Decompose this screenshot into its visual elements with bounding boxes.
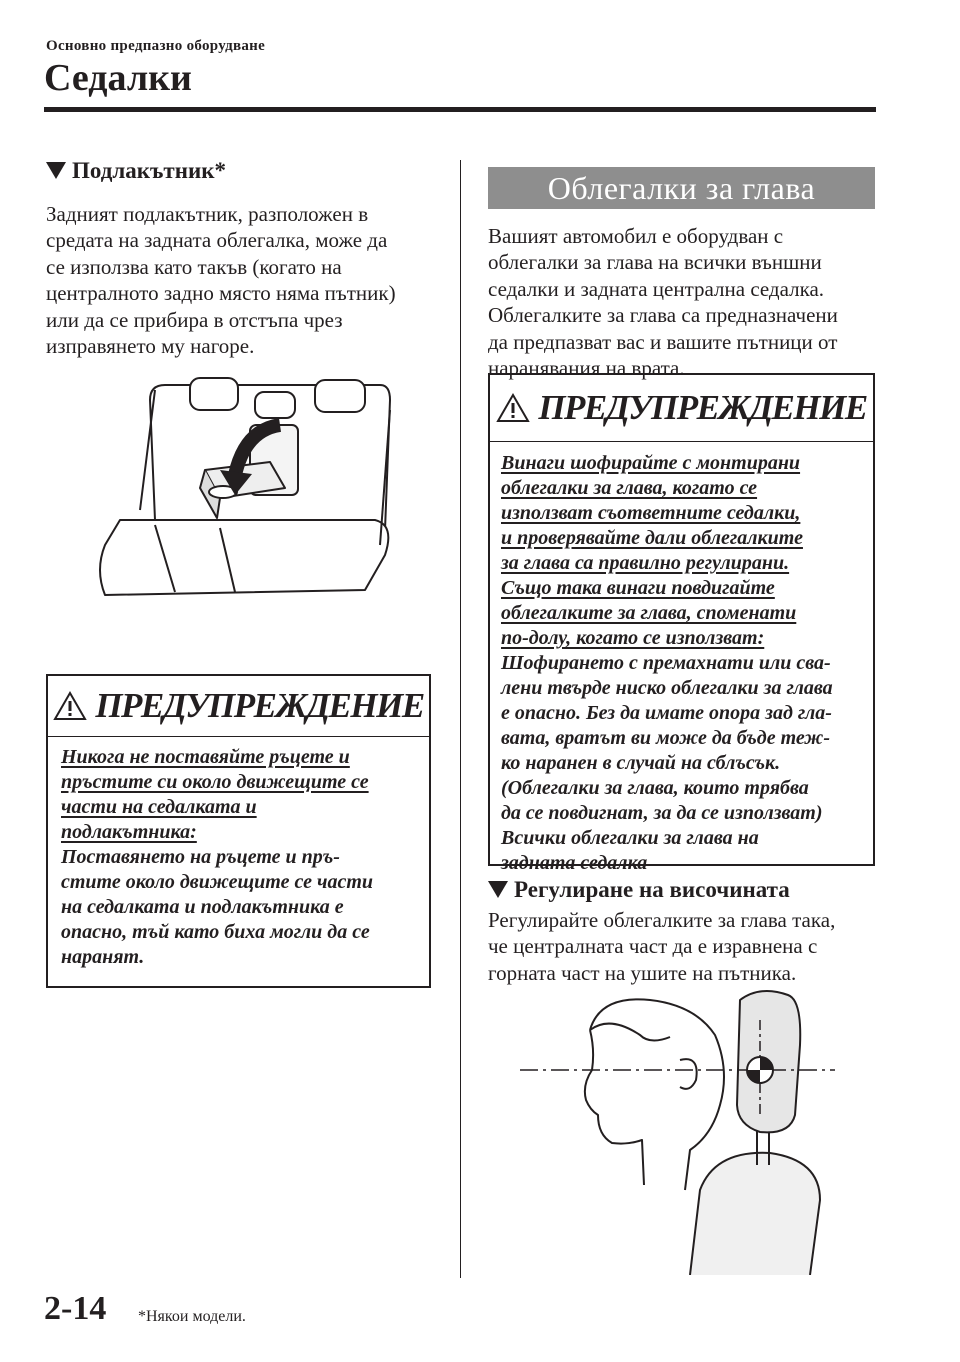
warning-header xyxy=(490,375,873,442)
headrest-height-illustration xyxy=(520,975,850,1275)
armrest-heading xyxy=(46,157,226,185)
rear-seat-armrest-illustration xyxy=(95,370,405,610)
height-heading xyxy=(488,876,790,904)
triangle-bullet-icon xyxy=(488,881,508,898)
warning-title: ПРЕДУПРЕЖДЕНИЕ xyxy=(538,388,867,427)
warning-underlined-text: Винаги шофирайте с монтирани облегалки за глава, когато се използват съответните седалки, и проверявайте дали облегалките за глава са правилно регулирани. Също така винаги повдигайте облегалките за глава, споменати по-долу, когато се използват: xyxy=(501,452,803,649)
warning-body xyxy=(48,737,429,970)
column-divider xyxy=(460,160,461,1278)
footnote: *Някои модели. xyxy=(138,1308,246,1325)
headrest-intro: Вашият автомобил е оборудван с облегалки за глава на всички външни седалки и задната централна седалка. Облегалките за глава са предназначени да предпазват вас и вашите пътници от наранявания на врата. xyxy=(488,224,838,381)
warning-body xyxy=(490,442,873,876)
triangle-bullet-icon xyxy=(46,162,66,179)
armrest-heading-text: Подлакътник* xyxy=(72,158,226,183)
headrest-banner: Облегалки за глава xyxy=(488,167,875,209)
armrest-text: Задният подлакътник, разположен в средата на задната облегалка, може да се използва като такъв (когато на централното задно място няма пътник) или да се прибира в отстъпа чрез изправянето му нагоре. xyxy=(46,202,396,359)
warning-text: Поставянето на ръцете и пръ- стите около движещите се части на седалката и подлакътника е опасно, тъй като биха могли да се наранят. xyxy=(61,846,374,968)
headrest-warning-box xyxy=(488,373,875,874)
page-number: 2-14 xyxy=(44,1290,107,1327)
warning-triangle-icon xyxy=(496,393,530,423)
warning-underlined-text: Никога не поставяйте ръцете и пръстите си около движещите се части на седалката и подлакътника: xyxy=(61,746,369,843)
section-label: Основно предпазно оборудване xyxy=(46,38,266,54)
warning-text: Шофирането с премахнати или сва- лени твърде ниско облегалки за глава е опасно. Без да имате опора зад гла- вата, вратът ви може да бъде теж- ко наранен в случай на сблъсък. (Облегалки за глава, които трябва да се повдигнат, за да се използват) Всички облегалки за глава на задната седалка xyxy=(501,652,833,874)
height-heading-text: Регулиране на височината xyxy=(514,877,790,902)
warning-header xyxy=(48,676,429,737)
title-rule xyxy=(44,107,876,112)
armrest-warning-box xyxy=(46,674,431,988)
page-title: Седалки xyxy=(44,57,192,99)
warning-triangle-icon xyxy=(53,691,87,721)
height-text: Регулирайте облегалките за глава така, че централната част да е изравнена с горната част на ушите на пътника. xyxy=(488,908,836,985)
warning-title: ПРЕДУПРЕЖДЕНИЕ xyxy=(95,686,424,725)
